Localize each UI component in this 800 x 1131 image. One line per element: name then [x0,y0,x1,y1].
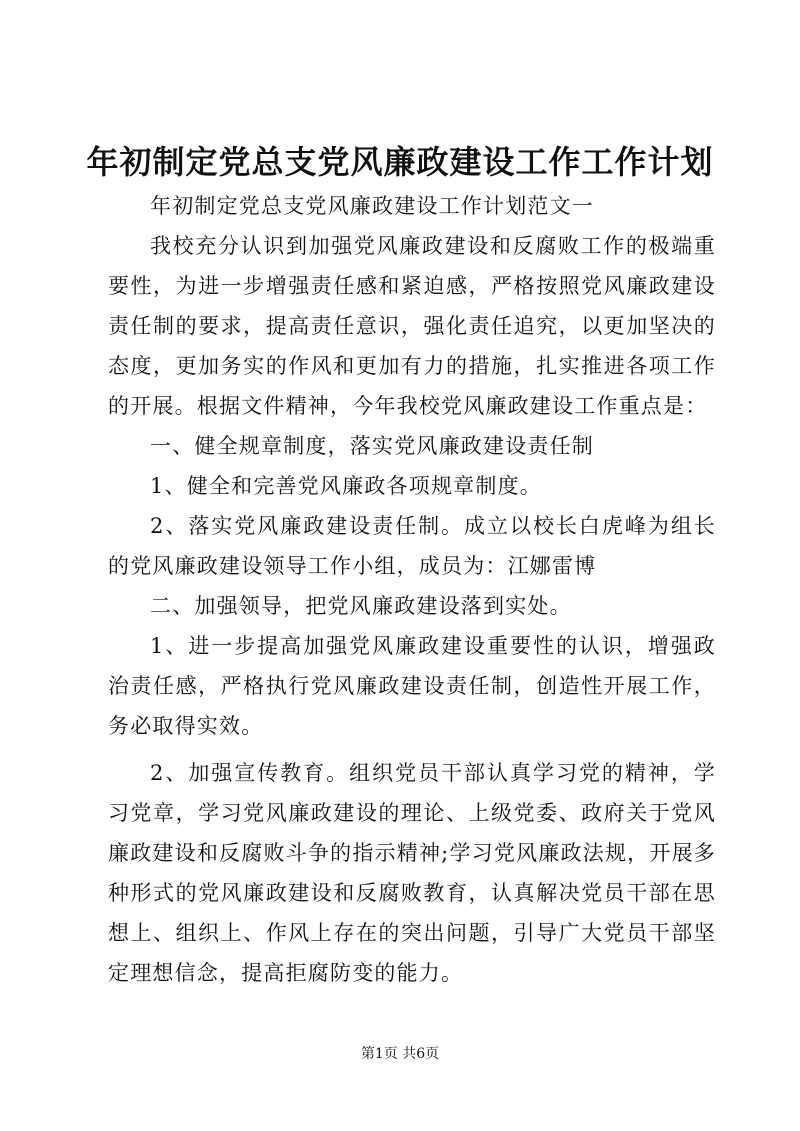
subtitle-paragraph: 年初制定党总支党风廉政建设工作计划范文一 [150,194,594,218]
section-heading-1: 一、健全规章制度，落实党风廉政建设责任制 [150,434,594,458]
section-heading-2: 二、加强领导，把党风廉政建设落到实处。 [150,594,572,618]
intro-paragraph: 我校充分认识到加强党风廉政建设和反腐败工作的极端重要性，为进一步增强责任感和紧迫感，严格按照党风廉政建设责任制的要求，提高责任意识，强化责任追究，以更加坚决的态度，更加务实的作风和更加有力的措施，扎实推进各项工作的开展。根据文件精神，今年我校党风廉政建设工作重点是： [108,234,716,418]
page-number-footer: 第1页 共6页 [360,1046,440,1062]
item-paragraph: 1、健全和完善党风廉政各项规章制度。 [150,474,542,498]
item-paragraph: 2、落实党风廉政建设责任制。成立以校长白虎峰为组长的党风廉政建设领导工作小组，成员为：江娜雷博 [108,514,716,578]
item-paragraph: 1、进一步提高加强党风廉政建设重要性的认识，增强政治责任感，严格执行党风廉政建设责任制，创造性开展工作，务必取得实效。 [108,634,716,738]
document-title: 年初制定党总支党风廉政建设工作工作计划 [86,143,714,181]
item-paragraph: 2、加强宣传教育。组织党员干部认真学习党的精神，学习党章，学习党风廉政建设的理论、上级党委、政府关于党风廉政建设和反腐败斗争的指示精神;学习党风廉政法规，开展多种形式的党风廉政建设和反腐败教育，认真解决党员干部在思想上、组织上、作风上存在的突出问题，引导广大党员干部坚定理想信念，提高拒腐防变的能力。 [108,761,716,985]
document-body [108,186,716,993]
